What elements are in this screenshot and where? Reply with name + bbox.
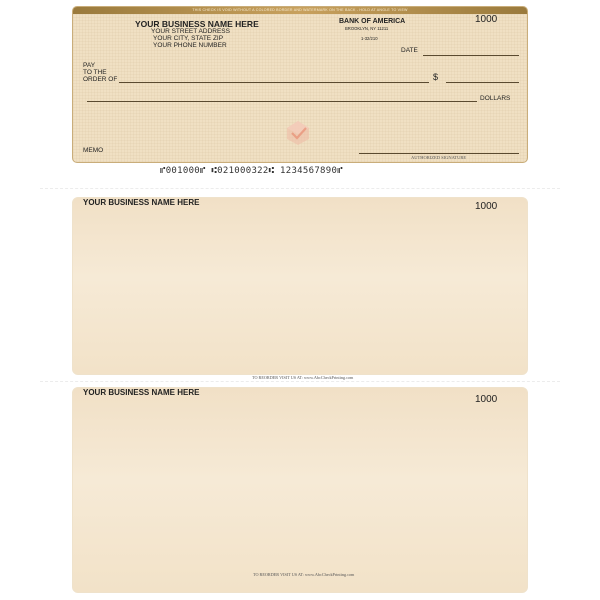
check-stub-2: [72, 387, 528, 593]
perforation-line: [40, 381, 560, 382]
signature-line[interactable]: [359, 153, 519, 154]
business-street: YOUR STREET ADDRESS: [151, 28, 230, 35]
watermark-logo-icon: [285, 119, 311, 147]
signature-label: AUTHORIZED SIGNATURE: [411, 155, 467, 160]
bank-city: BROOKLYN, NY 11211: [345, 26, 389, 31]
business-city: YOUR CITY, STATE ZIP: [153, 35, 224, 42]
payee-line[interactable]: [119, 82, 429, 83]
check-stub-1: [72, 197, 528, 375]
business-name: YOUR BUSINESS NAME HERE: [135, 19, 259, 29]
bank-name: BANK OF AMERICA: [339, 18, 406, 25]
stub-check-number: 1000: [475, 394, 498, 405]
routing-fraction: 1-32/210: [361, 36, 378, 41]
void-notice: THIS CHECK IS VOID WITHOUT A COLORED BORDER AND WATERMARK ON THE BACK - HOLD AT ANGLE TO VIEW: [73, 7, 527, 14]
business-phone: YOUR PHONE NUMBER: [153, 42, 227, 49]
dollars-label: DOLLARS: [480, 95, 511, 102]
perforation-line: [40, 188, 560, 189]
stub-business-name: YOUR BUSINESS NAME HERE: [83, 388, 200, 397]
check-number: 1000: [475, 14, 498, 25]
written-amount-line[interactable]: [87, 101, 477, 102]
stub-check-number: 1000: [475, 201, 498, 212]
reorder-text: TO REORDER VISIT US AT: www.AbcCheckPrinting.com: [252, 375, 354, 380]
date-line[interactable]: [423, 55, 519, 56]
amount-line[interactable]: [446, 82, 519, 83]
date-label: DATE: [401, 47, 418, 54]
check: [72, 6, 528, 163]
micr-line: ⑈001000⑈ ⑆021000322⑆ 1234567890⑈: [160, 166, 343, 176]
pay-label: PAY TO THE ORDER OF: [83, 62, 118, 83]
memo-label: MEMO: [83, 147, 104, 154]
dollar-sign: $: [433, 72, 439, 82]
reorder-text: TO REORDER VISIT US AT: www.AbcCheckPrinting.com: [253, 572, 355, 577]
stub-business-name: YOUR BUSINESS NAME HERE: [83, 198, 200, 207]
